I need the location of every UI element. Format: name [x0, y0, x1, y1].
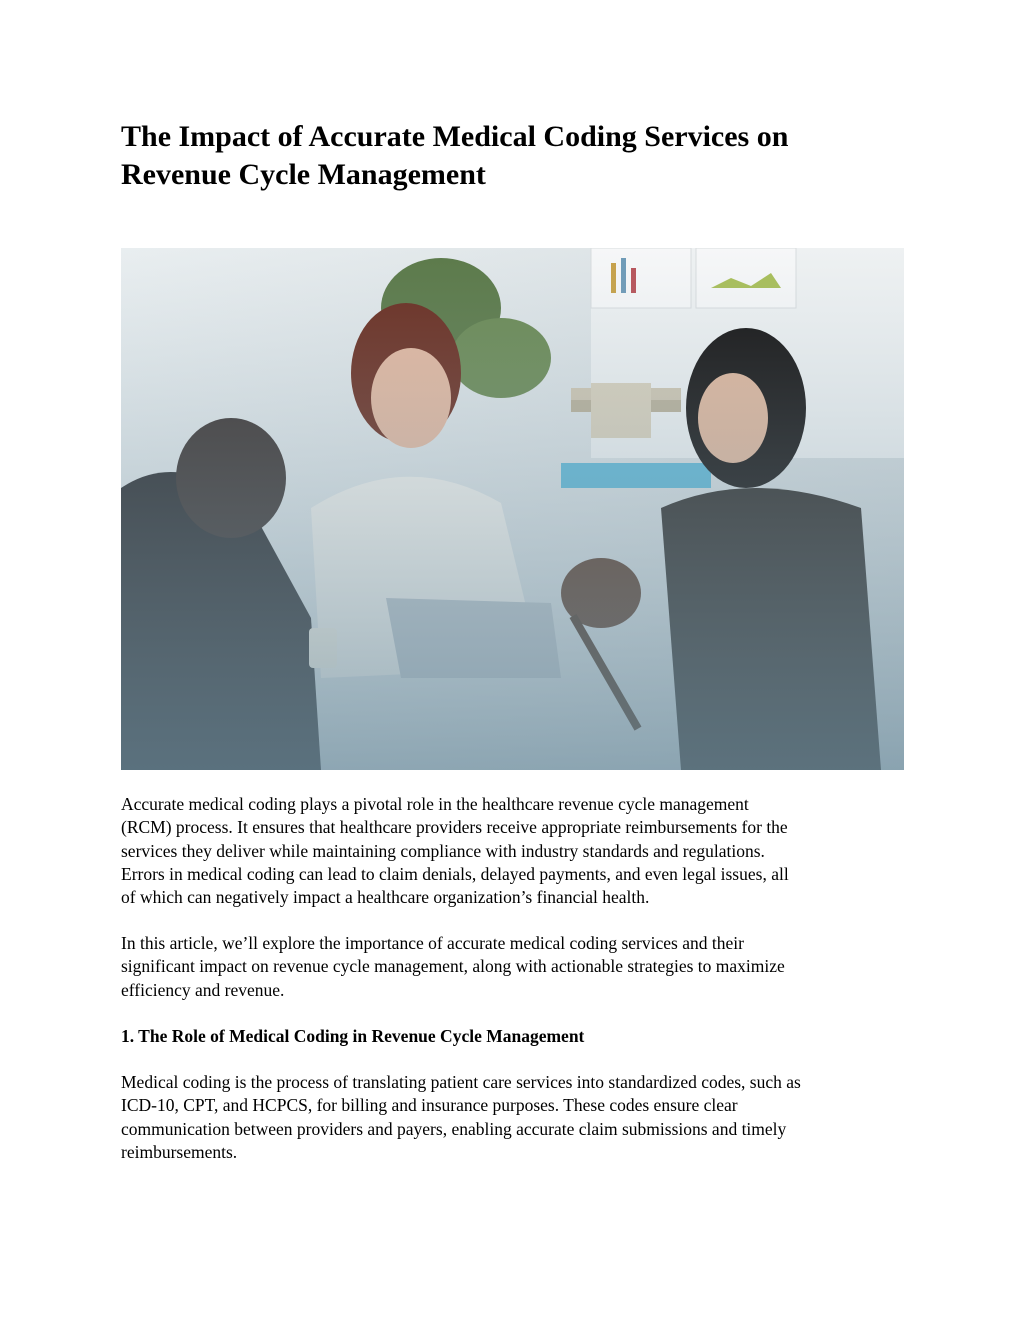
intro-paragraph [121, 793, 911, 909]
section-paragraph [121, 1071, 911, 1164]
paragraph-line: Medical coding is the process of translating patient care services into standardized codes, such as [121, 1072, 801, 1092]
paragraph-line: reimbursements. [121, 1141, 238, 1162]
paragraph-line: significant impact on revenue cycle management, along with actionable strategies to maximize [121, 956, 785, 977]
paragraph-line: services they deliver while maintaining compliance with industry standards and regulations. [121, 840, 765, 861]
hero-photo [121, 248, 904, 770]
article-title [121, 118, 901, 194]
paragraph-line: efficiency and revenue. [121, 979, 285, 1000]
paragraph-line: In this article, we’ll explore the importance of accurate medical coding services and their [121, 933, 744, 953]
title-line: The Impact of Accurate Medical Coding Services on [121, 120, 789, 153]
title-line: Revenue Cycle Management [121, 158, 486, 191]
section-heading: 1. The Role of Medical Coding in Revenue Cycle Management [121, 1026, 585, 1046]
paragraph-line: of which can negatively impact a healthcare organization’s financial health. [121, 887, 650, 908]
paragraph-line: Accurate medical coding plays a pivotal role in the healthcare revenue cycle management [121, 794, 749, 814]
paragraph-line: Errors in medical coding can lead to claim denials, delayed payments, and even legal issues, all [121, 863, 789, 884]
paragraph-line: ICD-10, CPT, and HCPCS, for billing and insurance purposes. These codes ensure clear [121, 1095, 738, 1116]
paragraph-line: communication between providers and payers, enabling accurate claim submissions and timely [121, 1118, 787, 1139]
overview-paragraph [121, 932, 911, 1002]
paragraph-line: (RCM) process. It ensures that healthcare providers receive appropriate reimbursements for the [121, 817, 788, 838]
